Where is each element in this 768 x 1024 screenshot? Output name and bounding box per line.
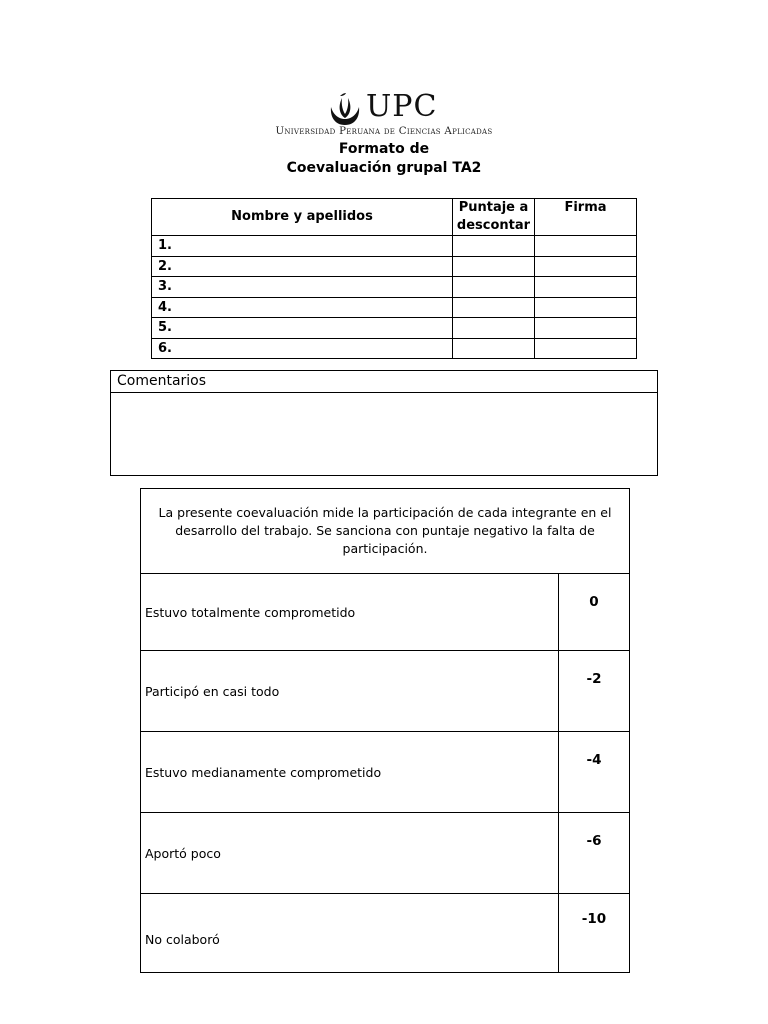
header-points	[453, 199, 535, 236]
header-points-line2: descontar	[456, 218, 531, 233]
header-signature: Firma	[535, 199, 637, 236]
member-signature-cell[interactable]	[535, 318, 637, 339]
scale-row	[141, 813, 630, 894]
scale-points: -6	[559, 813, 630, 894]
member-row	[152, 338, 637, 359]
comments-box	[110, 370, 658, 476]
scale-criterion: Estuvo totalmente comprometido	[141, 574, 559, 651]
upc-emblem-icon	[328, 92, 362, 126]
member-points-cell[interactable]	[453, 297, 535, 318]
header-points-line1: Puntaje a	[458, 200, 529, 215]
member-number: 4.	[152, 297, 453, 318]
member-signature-cell[interactable]	[535, 256, 637, 277]
member-points-cell[interactable]	[453, 277, 535, 298]
members-table	[151, 198, 637, 359]
scale-points: 0	[559, 574, 630, 651]
scale-table	[140, 488, 630, 973]
scale-row	[141, 574, 630, 651]
scale-criterion: Estuvo medianamente comprometido	[141, 732, 559, 813]
scale-points: -4	[559, 732, 630, 813]
member-number: 1.	[152, 236, 453, 257]
page-title-line1: Formato de	[338, 141, 430, 157]
member-signature-cell[interactable]	[535, 338, 637, 359]
comments-area[interactable]	[111, 393, 657, 475]
member-points-cell[interactable]	[453, 318, 535, 339]
member-row	[152, 297, 637, 318]
header-name: Nombre y apellidos	[152, 199, 453, 236]
comments-label: Comentarios	[111, 371, 657, 393]
member-row	[152, 256, 637, 277]
member-number: 3.	[152, 277, 453, 298]
scale-intro: La presente coevaluación mide la participación de cada integrante en el desarrollo del trabajo. Se sanciona con puntaje negativo la falta de participación.	[141, 489, 630, 574]
member-signature-cell[interactable]	[535, 297, 637, 318]
scale-row	[141, 732, 630, 813]
scale-criterion: No colaboró	[141, 894, 559, 973]
scale-points: -10	[559, 894, 630, 973]
member-points-cell[interactable]	[453, 236, 535, 257]
members-header-row	[152, 199, 637, 236]
member-row	[152, 318, 637, 339]
member-signature-cell[interactable]	[535, 277, 637, 298]
member-number: 2.	[152, 256, 453, 277]
logo-subtitle: Universidad Peruana de Ciencias Aplicadas	[275, 126, 493, 137]
member-row	[152, 277, 637, 298]
scale-row	[141, 651, 630, 732]
member-row	[152, 236, 637, 257]
scale-criterion: Aportó poco	[141, 813, 559, 894]
scale-points: -2	[559, 651, 630, 732]
member-number: 6.	[152, 338, 453, 359]
page-title-line2: Coevaluación grupal TA2	[286, 160, 482, 176]
member-points-cell[interactable]	[453, 338, 535, 359]
member-number: 5.	[152, 318, 453, 339]
scale-intro-row	[141, 489, 630, 574]
scale-criterion: Participó en casi todo	[141, 651, 559, 732]
logo-brand: UPC	[366, 89, 438, 124]
scale-row	[141, 894, 630, 973]
member-points-cell[interactable]	[453, 256, 535, 277]
member-signature-cell[interactable]	[535, 236, 637, 257]
upc-logo	[248, 89, 520, 142]
